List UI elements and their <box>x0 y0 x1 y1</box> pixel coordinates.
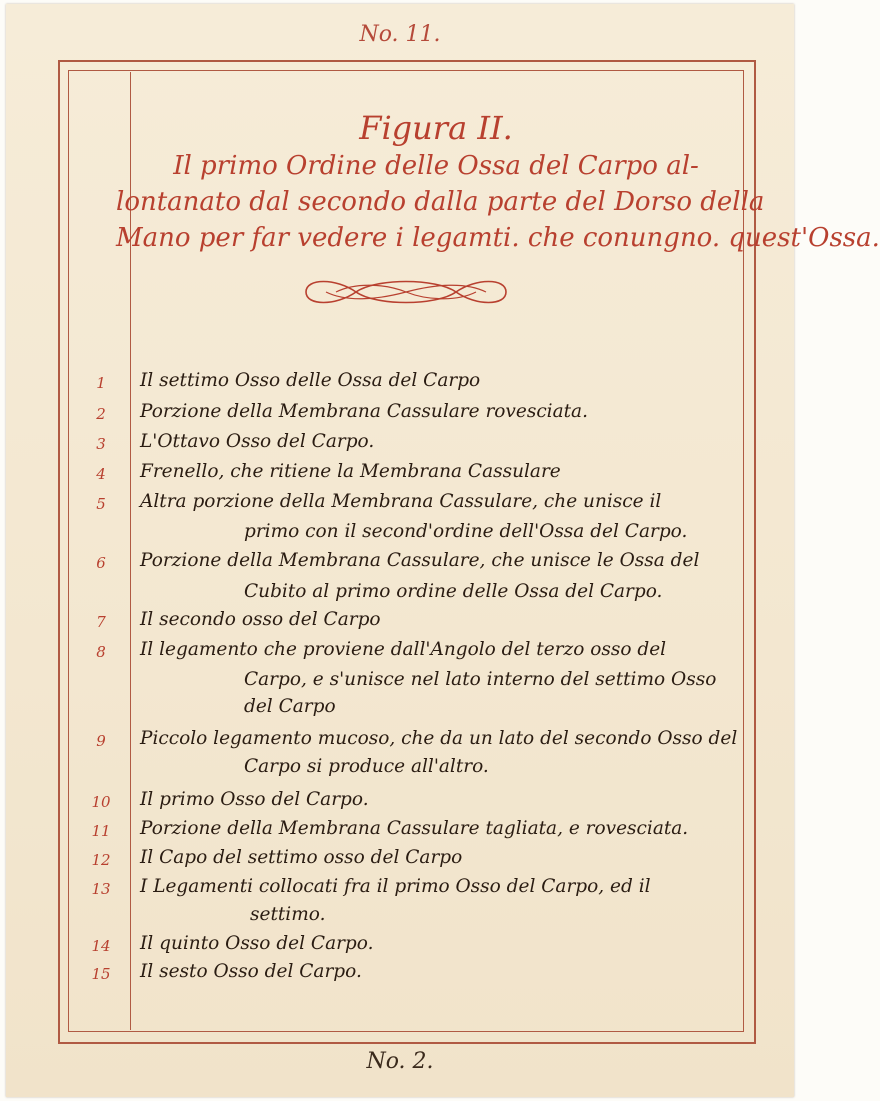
entry-text: Porzione della Membrana Cassulare rovesciata. <box>140 401 588 422</box>
entry-number: 10 <box>91 793 111 811</box>
entry-text: Il settimo Osso delle Ossa del Carpo <box>140 370 481 391</box>
entry-text: L'Ottavo Osso del Carpo. <box>140 431 375 452</box>
entry-number: 8 <box>96 643 106 661</box>
entry-continuation: Carpo, e s'unisce nel lato interno del settimo Osso <box>244 669 717 690</box>
entry-continuation: Cubito al primo ordine delle Ossa del Carpo. <box>244 581 663 602</box>
heading-line-3: Mano per far vedere i legamti. che conungno. quest'Ossa. <box>116 223 880 253</box>
entry-text: Frenello, che ritiene la Membrana Cassulare <box>140 461 561 482</box>
entry-number: 11 <box>91 822 111 840</box>
entry-text: Porzione della Membrana Cassulare tagliata, e rovesciata. <box>140 818 689 839</box>
entry-continuation: settimo. <box>250 904 326 925</box>
entry-number: 12 <box>91 851 111 869</box>
entry-number: 13 <box>91 880 111 898</box>
entry-text: Il secondo osso del Carpo <box>140 609 381 630</box>
entry-text: Il quinto Osso del Carpo. <box>140 933 374 954</box>
entry-number: 6 <box>96 554 106 572</box>
entry-text: Il legamento che proviene dall'Angolo del terzo osso del <box>140 639 667 660</box>
heading-line-1: Il primo Ordine delle Ossa del Carpo al- <box>173 151 699 181</box>
page-mark-bottom: No. 2. <box>366 1049 434 1074</box>
entry-text: Il Capo del settimo osso del Carpo <box>140 847 463 868</box>
entry-continuation: primo con il second'ordine dell'Ossa del Carpo. <box>244 521 688 542</box>
entry-number: 7 <box>96 613 106 631</box>
entry-text: Il primo Osso del Carpo. <box>140 789 369 810</box>
entry-text: I Legamenti collocati fra il primo Osso del Carpo, ed il <box>140 876 651 897</box>
entry-number: 9 <box>96 732 106 750</box>
page-mark-top: No. 11. <box>359 22 441 47</box>
entry-text: Piccolo legamento mucoso, che da un lato del secondo Osso del <box>140 728 738 749</box>
manuscript-page <box>6 4 880 1097</box>
heading-line-2: lontanato dal secondo dalla parte del Dorso della <box>116 187 765 217</box>
entry-continuation: Carpo si produce all'altro. <box>244 756 489 777</box>
entry-number: 5 <box>96 495 106 513</box>
entry-text: Altra porzione della Membrana Cassulare, che unisce il <box>140 491 662 512</box>
entry-number: 3 <box>96 435 106 453</box>
entry-number: 14 <box>91 937 111 955</box>
entry-text: Il sesto Osso del Carpo. <box>140 961 362 982</box>
entry-list <box>6 4 880 1097</box>
entry-number: 1 <box>96 374 106 392</box>
entry-number: 4 <box>96 465 106 483</box>
figure-title: Figura II. <box>359 109 513 147</box>
entry-text: Porzione della Membrana Cassulare, che unisce le Ossa del <box>140 550 700 571</box>
entry-continuation: del Carpo <box>244 696 336 717</box>
entry-number: 15 <box>91 965 111 983</box>
entry-number: 2 <box>96 405 106 423</box>
